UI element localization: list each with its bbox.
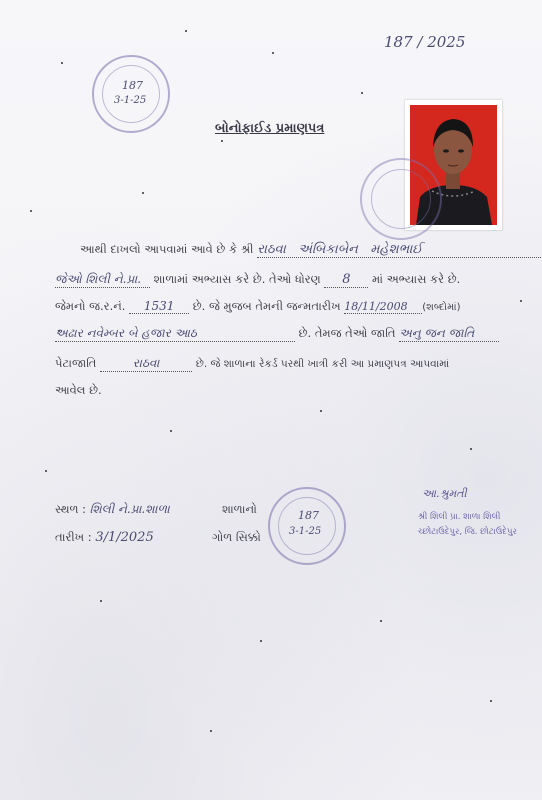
date-value: 3/1/2025 xyxy=(95,530,154,545)
student-first-name: અંબિકાબેન xyxy=(298,242,358,257)
principal-stamp-line-1: શ્રી શિલી પ્રા. શાળા શિલી xyxy=(418,512,501,522)
place-row xyxy=(55,502,170,517)
seal-number: 187 xyxy=(298,509,319,522)
body-line-4 xyxy=(55,326,499,342)
body-line-6: આવેલ છે. xyxy=(55,383,102,397)
date-label: તારીખ : xyxy=(55,530,92,544)
certificate-title: બોનોફાઈડ પ્રમાણપત્ર xyxy=(215,121,325,136)
place-value: શિલી ને.પ્રા.શાળા xyxy=(89,502,170,516)
seal-label: ગોળ સિક્કો xyxy=(212,530,261,544)
body-line-3 xyxy=(55,299,461,314)
stamp-number: 187 xyxy=(122,79,143,92)
line5-end: છે. જે શાળાના રેકર્ડ પરથી ખાત્રી કરી આ પ્રમાણપત્ર આપવામાં xyxy=(195,358,450,370)
seal-date: 3-1-25 xyxy=(289,526,322,537)
school-round-seal xyxy=(268,487,346,565)
birth-date-field: 18/11/2008 xyxy=(344,300,422,314)
gr-label: જેમનો જ.ર.નં. xyxy=(55,299,126,313)
student-surname: રાઠવા xyxy=(257,242,286,257)
subcaste-field: રાઠવા xyxy=(100,356,192,372)
subcaste-label: પેટાજાતિ xyxy=(55,356,97,370)
stamp-date: 3-1-25 xyxy=(114,95,147,106)
student-father-name: મહેશભાઈ xyxy=(370,242,423,257)
line3-mid: છે. જે મુજબ તેમની જન્મતારીખ xyxy=(192,299,341,313)
line2-mid: શાળામાં અભ્યાસ કરે છે. તેઓ ધોરણ xyxy=(153,272,321,286)
school-name-field: જેઓ શિલી ને.પ્રા. xyxy=(55,272,150,288)
line1-prefix: આથી દાખલો આપવામાં આવે છે કે શ્રી xyxy=(80,242,254,256)
place-label: સ્થળ : xyxy=(55,502,87,516)
reference-number: 187 / 2025 xyxy=(384,33,466,51)
date-row xyxy=(55,530,154,545)
caste-field: અનુ જન જાતિ xyxy=(399,326,499,342)
caste-label: જાતિ xyxy=(371,326,396,340)
birth-date-words-field: અઢાર નવેમ્બર બે હજાર આઠ xyxy=(55,326,295,342)
line2-end: માં અભ્યાસ કરે છે. xyxy=(372,272,461,286)
principal-signature: આ.શ્રુમતી xyxy=(422,487,467,500)
gr-number-field: 1531 xyxy=(129,299,189,314)
inward-stamp xyxy=(92,55,170,133)
standard-field: 8 xyxy=(324,272,368,288)
principal-stamp-line-2: ચ્છોટાઉદેપુર, જિ. છોટાઉદેપુર xyxy=(418,527,517,537)
birth-words-hint: (શબ્દોમાં) xyxy=(422,302,461,313)
body-line-5 xyxy=(55,356,449,372)
photo-stamp xyxy=(360,158,442,240)
line4-mid: છે. તેમજ તેઓ xyxy=(298,326,368,340)
body-line-2 xyxy=(55,272,460,288)
body-line-1 xyxy=(80,242,542,258)
student-name-field xyxy=(257,242,542,258)
school-label: શાળાનો xyxy=(222,502,257,516)
